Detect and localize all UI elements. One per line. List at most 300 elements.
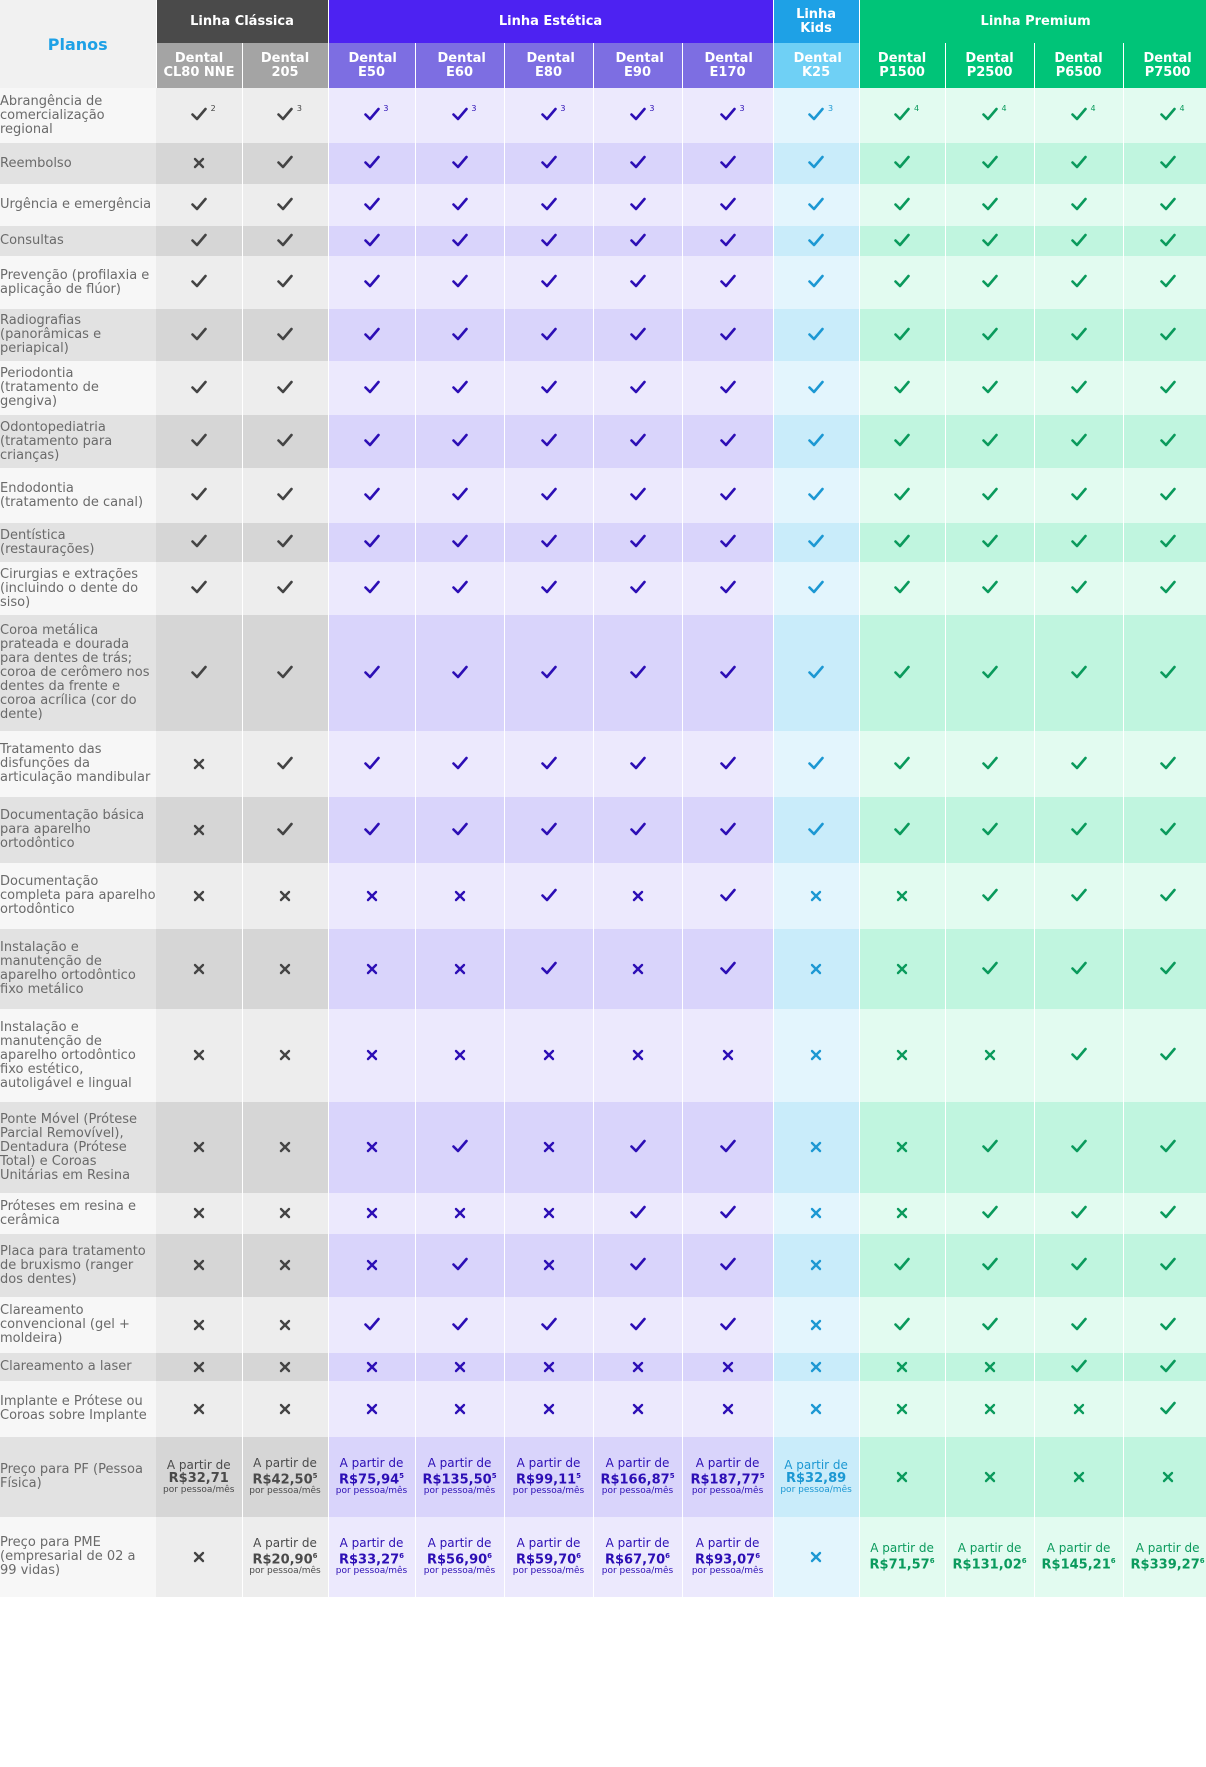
check-icon	[277, 155, 293, 169]
price-cell	[242, 1437, 328, 1517]
x-icon	[543, 1207, 555, 1219]
check-icon	[720, 822, 736, 836]
check-icon	[982, 155, 998, 169]
x-icon	[810, 1551, 822, 1563]
price-cell	[242, 1517, 328, 1597]
feature-cell	[504, 309, 593, 361]
feature-cell	[859, 1381, 945, 1437]
feature-cell	[504, 256, 593, 309]
feature-cell	[945, 1297, 1034, 1353]
check-icon	[191, 380, 207, 394]
plan-header: Dental E60	[415, 43, 504, 88]
price-cell	[1123, 1517, 1206, 1597]
x-icon	[896, 963, 908, 975]
price-value	[683, 1457, 773, 1497]
price-lead: A partir de	[253, 1455, 317, 1470]
feature-cell	[242, 415, 328, 468]
x-icon	[543, 1141, 555, 1153]
feature-label: Clareamento convencional (gel + moldeira)	[0, 1297, 156, 1353]
feature-cell	[945, 309, 1034, 361]
feature-label: Dentística (restaurações)	[0, 523, 156, 562]
check-icon	[894, 197, 910, 211]
group-header-premium: Linha Premium	[859, 0, 1206, 43]
feature-label: Documentação básica para aparelho ortodôntico	[0, 797, 156, 863]
x-icon	[366, 1049, 378, 1061]
check-icon	[808, 487, 824, 501]
feature-label: Radiografias (panorâmicas e periapical)	[0, 309, 156, 361]
check-icon	[1160, 487, 1176, 501]
feature-label: Abrangência de comercialização regional	[0, 88, 156, 143]
check-icon	[808, 274, 824, 288]
feature-cell	[1034, 1297, 1123, 1353]
check-icon	[720, 155, 736, 169]
feature-cell	[156, 929, 242, 1009]
feature-cell	[156, 615, 242, 731]
feature-cell	[945, 1102, 1034, 1193]
price-amount: R$339,27$^6$	[1130, 1557, 1205, 1573]
check-icon	[541, 665, 557, 679]
feature-cell	[682, 523, 773, 562]
check-icon	[452, 665, 468, 679]
x-icon	[984, 1361, 996, 1373]
feature-cell	[1123, 929, 1206, 1009]
table-row	[0, 415, 1206, 468]
check-icon	[541, 534, 557, 548]
check-icon	[720, 433, 736, 447]
check-icon	[1160, 1317, 1176, 1331]
check-icon	[1160, 756, 1176, 770]
footnote-marker: 6	[487, 1551, 493, 1560]
feature-label: Placa para tratamento de bruxismo (ranger dos dentes)	[0, 1234, 156, 1297]
feature-cell	[859, 562, 945, 615]
feature-cell	[415, 797, 504, 863]
check-icon	[277, 756, 293, 770]
price-lead: A partir de	[605, 1455, 670, 1470]
x-icon	[193, 824, 205, 836]
check-icon	[452, 380, 468, 394]
x-icon	[193, 1141, 205, 1153]
feature-cell	[242, 361, 328, 415]
x-icon	[896, 1049, 908, 1061]
check-icon	[808, 197, 824, 211]
check-icon	[452, 104, 477, 121]
check-icon	[808, 822, 824, 836]
feature-cell	[242, 863, 328, 929]
feature-cell	[773, 1381, 859, 1437]
footnote-marker: 3	[296, 104, 302, 113]
x-icon	[193, 1551, 205, 1563]
feature-cell	[682, 1009, 773, 1102]
x-icon	[810, 1049, 822, 1061]
feature-cell	[328, 1193, 415, 1234]
feature-cell	[682, 731, 773, 797]
feature-cell	[593, 184, 682, 226]
check-icon	[808, 233, 824, 247]
plan-header: Dental P1500	[859, 43, 945, 88]
feature-cell	[504, 226, 593, 256]
feature-cell	[156, 731, 242, 797]
footnote-marker: 6	[755, 1551, 761, 1560]
x-icon	[632, 1361, 644, 1373]
feature-cell	[682, 1193, 773, 1234]
feature-cell	[242, 562, 328, 615]
feature-cell	[1123, 1234, 1206, 1297]
check-icon	[1071, 1139, 1087, 1153]
x-icon	[279, 1259, 291, 1271]
feature-cell	[945, 863, 1034, 929]
check-icon	[982, 487, 998, 501]
feature-cell	[945, 1381, 1034, 1437]
price-value	[1124, 1542, 1206, 1571]
feature-cell	[859, 184, 945, 226]
check-icon	[277, 274, 293, 288]
check-icon	[894, 233, 910, 247]
feature-cell	[945, 468, 1034, 523]
price-lead: A partir de	[253, 1535, 317, 1550]
check-icon	[364, 580, 380, 594]
feature-cell	[593, 523, 682, 562]
price-lead: A partir de	[166, 1457, 231, 1472]
x-icon	[454, 1403, 466, 1415]
feature-cell	[593, 863, 682, 929]
x-icon	[810, 1361, 822, 1373]
check-icon	[1160, 1257, 1176, 1271]
feature-cell	[328, 863, 415, 929]
feature-cell	[242, 1193, 328, 1234]
feature-cell	[328, 797, 415, 863]
price-value	[243, 1537, 328, 1577]
footnote-marker: 4	[1179, 104, 1185, 113]
price-cell	[415, 1517, 504, 1597]
feature-cell	[859, 1102, 945, 1193]
feature-cell	[504, 615, 593, 731]
x-icon	[810, 963, 822, 975]
check-icon	[982, 756, 998, 770]
check-icon	[720, 580, 736, 594]
price-period: por pessoa/mês	[335, 1566, 408, 1577]
check-icon	[191, 487, 207, 501]
check-icon	[630, 233, 646, 247]
price-amount: R$32,89	[785, 1470, 847, 1486]
price-value	[1035, 1542, 1123, 1571]
feature-label: Periodontia (tratamento de gengiva)	[0, 361, 156, 415]
feature-cell	[415, 1234, 504, 1297]
feature-cell	[504, 863, 593, 929]
feature-cell	[415, 1193, 504, 1234]
price-value	[683, 1537, 773, 1577]
feature-cell	[156, 1102, 242, 1193]
feature-cell	[1034, 562, 1123, 615]
check-icon	[541, 104, 566, 121]
feature-cell	[773, 863, 859, 929]
feature-cell	[415, 309, 504, 361]
feature-label: Documentação completa para aparelho ortodôntico	[0, 863, 156, 929]
price-period: por pessoa/mês	[780, 1484, 852, 1495]
feature-cell	[1034, 1009, 1123, 1102]
feature-cell	[504, 143, 593, 184]
price-value	[329, 1537, 415, 1577]
feature-cell	[328, 1102, 415, 1193]
check-icon	[277, 380, 293, 394]
price-lead: A partir de	[605, 1535, 670, 1550]
check-icon	[982, 327, 998, 341]
price-amount: R$71,57$^6$	[869, 1557, 935, 1573]
feature-cell	[593, 797, 682, 863]
feature-label: Reembolso	[0, 143, 156, 184]
x-icon	[454, 890, 466, 902]
feature-cell	[773, 1102, 859, 1193]
feature-cell	[682, 929, 773, 1009]
x-icon	[896, 1361, 908, 1373]
feature-cell	[504, 523, 593, 562]
check-icon	[541, 580, 557, 594]
group-header-classica: Linha Clássica	[156, 0, 328, 43]
feature-cell	[1123, 226, 1206, 256]
feature-cell	[859, 226, 945, 256]
table-row	[0, 863, 1206, 929]
price-label: Preço para PME (empresarial de 02 a 99 vidas)	[0, 1517, 156, 1597]
check-icon	[1160, 961, 1176, 975]
check-icon	[1071, 433, 1087, 447]
check-icon	[720, 665, 736, 679]
check-icon	[630, 155, 646, 169]
check-icon	[894, 1257, 910, 1271]
feature-cell	[859, 1234, 945, 1297]
table-row	[0, 88, 1206, 143]
table-row	[0, 1009, 1206, 1102]
table-row	[0, 562, 1206, 615]
feature-cell	[945, 1009, 1034, 1102]
check-icon	[808, 534, 824, 548]
check-icon	[630, 580, 646, 594]
feature-cell	[773, 309, 859, 361]
price-amount: R$67,70$^6$	[604, 1551, 671, 1568]
feature-cell	[593, 1009, 682, 1102]
price-amount: R$75,94$^5$	[338, 1471, 405, 1488]
x-icon	[193, 1319, 205, 1331]
price-amount: R$42,50$^5$	[252, 1471, 318, 1488]
check-icon	[720, 888, 736, 902]
feature-cell	[945, 1353, 1034, 1381]
table-row	[0, 184, 1206, 226]
feature-cell	[1034, 1234, 1123, 1297]
footnote-marker: 4	[1090, 104, 1096, 113]
check-icon	[982, 1139, 998, 1153]
check-icon	[894, 327, 910, 341]
check-icon	[720, 380, 736, 394]
check-icon	[630, 1205, 646, 1219]
feature-cell	[1034, 88, 1123, 143]
table-row	[0, 1193, 1206, 1234]
price-cell	[1034, 1517, 1123, 1597]
check-icon	[1160, 534, 1176, 548]
feature-cell	[1123, 523, 1206, 562]
check-icon	[541, 487, 557, 501]
x-icon	[454, 1207, 466, 1219]
x-icon	[366, 890, 378, 902]
price-value	[946, 1542, 1034, 1571]
feature-label: Instalação e manutenção de aparelho ortodôntico fixo estético, autoligável e lingual	[0, 1009, 156, 1102]
x-icon	[279, 1361, 291, 1373]
check-icon	[364, 487, 380, 501]
feature-cell	[1123, 184, 1206, 226]
price-amount: R$145,21$^6$	[1041, 1557, 1116, 1573]
check-icon	[1071, 380, 1087, 394]
feature-cell	[328, 256, 415, 309]
x-icon	[279, 963, 291, 975]
feature-cell	[328, 929, 415, 1009]
feature-cell	[773, 256, 859, 309]
feature-cell	[682, 361, 773, 415]
check-icon	[277, 534, 293, 548]
check-icon	[982, 1317, 998, 1331]
check-icon	[452, 233, 468, 247]
check-icon	[894, 380, 910, 394]
price-period: por pessoa/mês	[163, 1484, 235, 1495]
price-amount: R$135,50$^5$	[422, 1471, 497, 1488]
footnote-marker: 2	[210, 104, 216, 113]
feature-cell	[504, 415, 593, 468]
price-cell	[1034, 1437, 1123, 1517]
check-icon	[191, 197, 207, 211]
feature-cell	[504, 1353, 593, 1381]
check-icon	[1160, 197, 1176, 211]
feature-cell	[1123, 88, 1206, 143]
feature-cell	[242, 1234, 328, 1297]
x-icon	[366, 1403, 378, 1415]
feature-cell	[415, 143, 504, 184]
check-icon	[808, 580, 824, 594]
feature-cell	[593, 615, 682, 731]
check-icon	[982, 580, 998, 594]
feature-cell	[859, 143, 945, 184]
feature-cell	[773, 797, 859, 863]
feature-cell	[156, 562, 242, 615]
feature-cell	[504, 731, 593, 797]
table-row	[0, 309, 1206, 361]
check-icon	[894, 822, 910, 836]
price-row	[0, 1437, 1206, 1517]
check-icon	[1160, 1401, 1176, 1415]
check-icon	[364, 197, 380, 211]
feature-cell	[242, 468, 328, 523]
footnote-marker: 6	[312, 1551, 318, 1560]
feature-cell	[156, 361, 242, 415]
price-value	[416, 1457, 504, 1497]
check-icon	[191, 534, 207, 548]
x-icon	[279, 890, 291, 902]
check-icon	[1071, 822, 1087, 836]
check-icon	[982, 1205, 998, 1219]
feature-cell	[945, 1234, 1034, 1297]
feature-cell	[156, 143, 242, 184]
feature-cell	[1123, 863, 1206, 929]
check-icon	[541, 380, 557, 394]
check-icon	[277, 665, 293, 679]
check-icon	[364, 665, 380, 679]
feature-cell	[415, 1102, 504, 1193]
table-row	[0, 731, 1206, 797]
feature-cell	[504, 184, 593, 226]
price-cell	[328, 1517, 415, 1597]
feature-cell	[593, 1381, 682, 1437]
feature-cell	[504, 1193, 593, 1234]
check-icon	[894, 1317, 910, 1331]
feature-cell	[242, 523, 328, 562]
check-icon	[1071, 274, 1087, 288]
check-icon	[1071, 233, 1087, 247]
price-lead: A partir de	[427, 1535, 492, 1550]
feature-cell	[945, 797, 1034, 863]
table-row	[0, 1234, 1206, 1297]
table-row	[0, 615, 1206, 731]
check-icon	[720, 327, 736, 341]
feature-cell	[1034, 1102, 1123, 1193]
check-icon	[1160, 274, 1176, 288]
feature-cell	[1123, 615, 1206, 731]
feature-cell	[945, 88, 1034, 143]
feature-cell	[593, 1234, 682, 1297]
check-icon	[720, 961, 736, 975]
check-icon	[894, 487, 910, 501]
footnote-marker: 5	[312, 1471, 318, 1480]
price-amount: R$99,11$^5$	[515, 1471, 582, 1488]
feature-cell	[773, 184, 859, 226]
check-icon	[1160, 580, 1176, 594]
footnote-marker: 6	[1110, 1557, 1116, 1566]
x-icon	[454, 1361, 466, 1373]
x-icon	[896, 1471, 908, 1483]
check-icon	[720, 534, 736, 548]
feature-cell	[773, 731, 859, 797]
x-icon	[896, 890, 908, 902]
x-icon	[810, 1141, 822, 1153]
check-icon	[894, 104, 920, 121]
feature-cell	[415, 523, 504, 562]
feature-cell	[328, 1009, 415, 1102]
footnote-marker: 4	[913, 104, 920, 113]
price-value	[416, 1537, 504, 1577]
feature-cell	[242, 929, 328, 1009]
check-icon	[894, 580, 910, 594]
plan-header: Dental P7500	[1123, 43, 1206, 88]
check-icon	[1071, 1359, 1087, 1373]
feature-cell	[156, 256, 242, 309]
feature-cell	[945, 361, 1034, 415]
plan-header: Dental E170	[682, 43, 773, 88]
feature-cell	[328, 226, 415, 256]
price-lead: A partir de	[1046, 1541, 1111, 1556]
check-icon	[541, 961, 557, 975]
check-icon	[982, 380, 998, 394]
feature-cell	[593, 929, 682, 1009]
price-cell	[415, 1437, 504, 1517]
plans-table-body	[0, 88, 1206, 1597]
check-icon	[1160, 1205, 1176, 1219]
check-icon	[808, 380, 824, 394]
check-icon	[982, 233, 998, 247]
feature-cell	[415, 929, 504, 1009]
check-icon	[720, 197, 736, 211]
x-icon	[366, 1259, 378, 1271]
feature-cell	[1034, 468, 1123, 523]
feature-cell	[945, 226, 1034, 256]
group-header-estetica: Linha Estética	[328, 0, 773, 43]
feature-cell	[415, 256, 504, 309]
x-icon	[632, 890, 644, 902]
price-period: por pessoa/mês	[423, 1486, 496, 1497]
check-icon	[364, 433, 380, 447]
